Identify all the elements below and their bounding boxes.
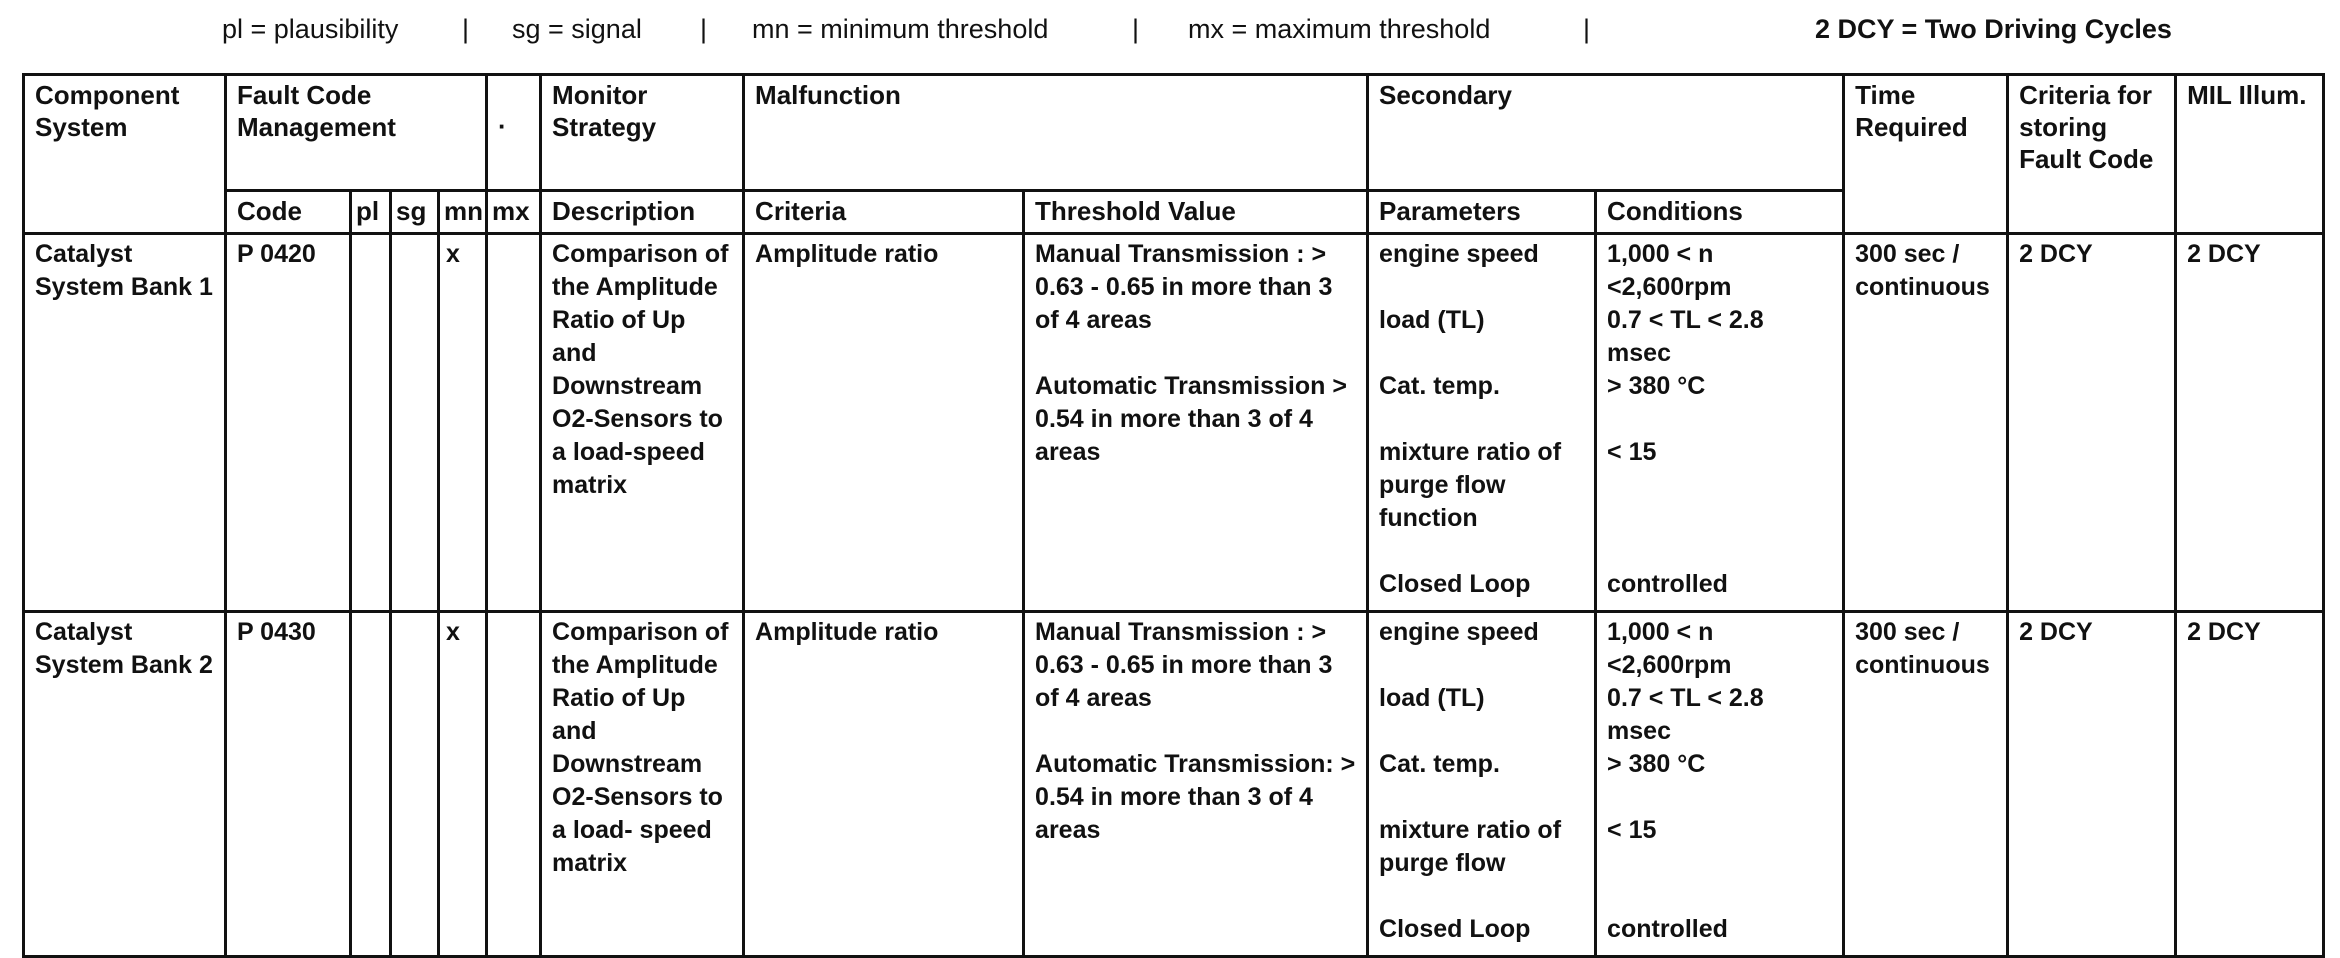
header-criteria-storing: Criteria for storing Fault Code	[2008, 75, 2176, 234]
param-cat-temp: Cat. temp.	[1379, 750, 1500, 778]
header-fault-code-management: Fault Code Management	[226, 75, 487, 191]
cell-criteria: Amplitude ratio	[744, 234, 1024, 612]
cell-criteria-storing: 2 DCY	[2008, 612, 2176, 957]
cond-closed-loop: controlled	[1607, 570, 1728, 598]
cond-engine-speed: 1,000 < n <2,600rpm	[1607, 618, 1732, 679]
header-mx: mx	[487, 191, 541, 234]
header-sg: sg	[391, 191, 439, 234]
legend-mx: mx = maximum threshold	[1188, 14, 1491, 44]
cell-parameters	[1368, 612, 1596, 957]
cell-criteria: Amplitude ratio	[744, 612, 1024, 957]
cond-cat-temp: > 380 °C	[1607, 750, 1706, 778]
cond-mixture-ratio: < 15	[1607, 816, 1657, 844]
cond-engine-speed: 1,000 < n <2,600rpm	[1607, 240, 1732, 301]
cell-sg	[391, 612, 439, 957]
cell-mn: x	[439, 234, 487, 612]
legend-pl: pl = plausibility	[222, 14, 399, 44]
header-code: Code	[226, 191, 351, 234]
cell-component: Catalyst System Bank 1	[24, 234, 226, 612]
header-component: Component System	[24, 75, 226, 234]
header-conditions: Conditions	[1596, 191, 1844, 234]
header-pl: pl	[351, 191, 391, 234]
cell-time-required: 300 sec / continuous	[1844, 234, 2008, 612]
header-mil: MIL Illum.	[2176, 75, 2324, 234]
header-time-required: Time Required	[1844, 75, 2008, 234]
cell-criteria-storing: 2 DCY	[2008, 234, 2176, 612]
cell-mil: 2 DCY	[2176, 612, 2324, 957]
param-load: load (TL)	[1379, 306, 1485, 334]
param-engine-speed: engine speed	[1379, 240, 1539, 268]
cell-component: Catalyst System Bank 2	[24, 612, 226, 957]
cell-conditions	[1596, 612, 1844, 957]
legend-separator: |	[1132, 14, 1140, 44]
cell-mn: x	[439, 612, 487, 957]
cell-mx	[487, 234, 541, 612]
cell-code: P 0420	[226, 234, 351, 612]
cond-load: 0.7 < TL < 2.8 msec	[1607, 306, 1764, 367]
cond-closed-loop: controlled	[1607, 915, 1728, 943]
header-row-groups	[24, 75, 2324, 191]
cond-mixture-ratio: < 15	[1607, 438, 1657, 466]
header-description: Description	[541, 191, 744, 234]
legend-separator: |	[1583, 14, 1591, 44]
cell-description: Comparison of the Amplitude Ratio of Up and Downstream O2-Sensors to a load-speed matrix	[541, 234, 744, 612]
legend-sg: sg = signal	[512, 14, 642, 44]
fault-code-table	[22, 73, 2325, 958]
threshold-automatic: Automatic Transmission > 0.54 in more than 3 of 4 areas	[1035, 372, 1347, 466]
legend-separator: |	[462, 14, 470, 44]
threshold-manual: Manual Transmission : > 0.63 - 0.65 in more than 3 of 4 areas	[1035, 240, 1333, 334]
header-monitor-strategy: Monitor Strategy	[541, 75, 744, 191]
cell-conditions	[1596, 234, 1844, 612]
cell-description: Comparison of the Amplitude Ratio of Up and Downstream O2-Sensors to a load- speed matrix	[541, 612, 744, 957]
threshold-manual: Manual Transmission : > 0.63 - 0.65 in more than 3 of 4 areas	[1035, 618, 1333, 712]
cell-code: P 0430	[226, 612, 351, 957]
threshold-automatic: Automatic Transmission: > 0.54 in more than 3 of 4 areas	[1035, 750, 1356, 844]
cell-parameters	[1368, 234, 1596, 612]
param-cat-temp: Cat. temp.	[1379, 372, 1500, 400]
param-mixture-ratio: mixture ratio of purge flow	[1379, 816, 1562, 877]
param-closed-loop: Closed Loop	[1379, 915, 1531, 943]
param-load: load (TL)	[1379, 684, 1485, 712]
cell-pl	[351, 612, 391, 957]
header-parameters: Parameters	[1368, 191, 1596, 234]
table-row	[24, 234, 2324, 612]
header-threshold-value: Threshold Value	[1024, 191, 1368, 234]
cell-mx	[487, 612, 541, 957]
cond-cat-temp: > 380 °C	[1607, 372, 1706, 400]
header-criteria: Criteria	[744, 191, 1024, 234]
legend-dcy: 2 DCY = Two Driving Cycles	[1815, 14, 2172, 44]
header-mn: mn	[439, 191, 487, 234]
param-closed-loop: Closed Loop	[1379, 570, 1531, 598]
cell-sg	[391, 234, 439, 612]
cell-time-required: 300 sec / continuous	[1844, 612, 2008, 957]
table-row	[24, 612, 2324, 957]
header-secondary: Secondary	[1368, 75, 1844, 191]
header-dot: ·	[487, 75, 541, 191]
cell-threshold	[1024, 234, 1368, 612]
legend-mn: mn = minimum threshold	[752, 14, 1049, 44]
cell-threshold	[1024, 612, 1368, 957]
param-mixture-ratio: mixture ratio of purge flow function	[1379, 438, 1562, 532]
param-engine-speed: engine speed	[1379, 618, 1539, 646]
cell-pl	[351, 234, 391, 612]
header-malfunction: Malfunction	[744, 75, 1368, 191]
cond-load: 0.7 < TL < 2.8 msec	[1607, 684, 1764, 745]
cell-mil: 2 DCY	[2176, 234, 2324, 612]
legend-separator: |	[700, 14, 708, 44]
legend-line	[0, 14, 2340, 58]
